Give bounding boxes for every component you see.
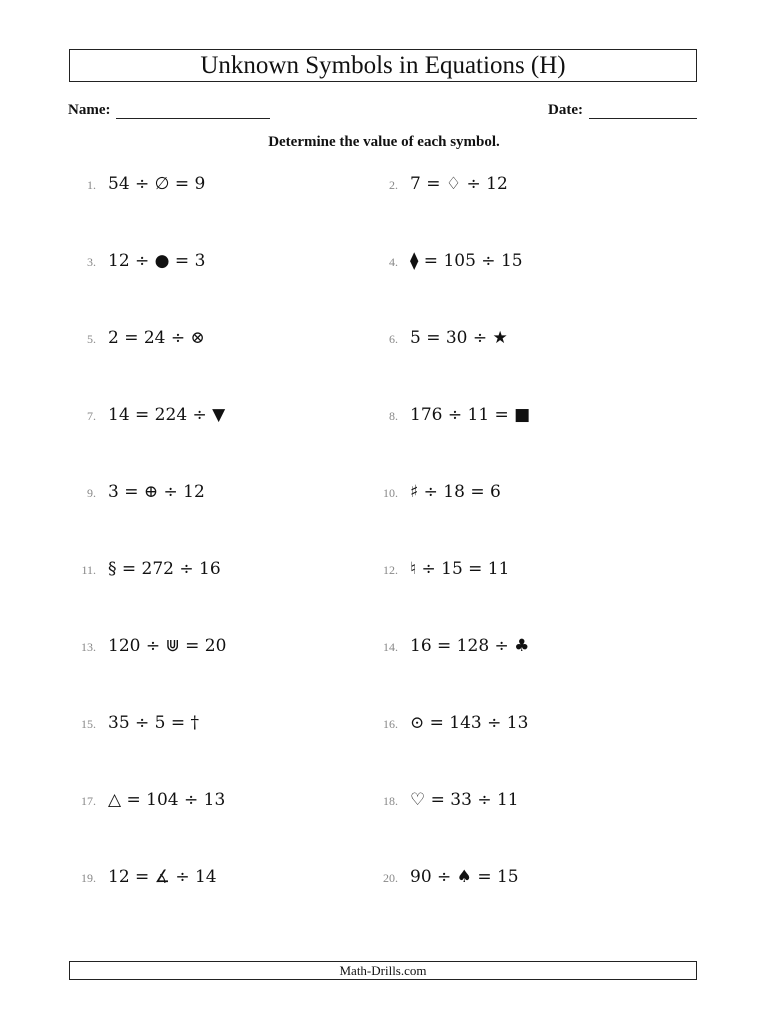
problem-item	[56, 328, 205, 352]
problem-item	[56, 251, 205, 275]
problem-item	[358, 636, 529, 660]
problem-number: 13.	[81, 640, 96, 654]
problem-equation: △ = 104 ÷ 13	[108, 790, 226, 810]
date-label: Date:	[548, 102, 583, 118]
name-blank-line[interactable]	[116, 96, 270, 119]
problem-item	[358, 251, 523, 275]
problem-item	[358, 405, 530, 429]
problem-number: 16.	[383, 717, 398, 731]
problem-number: 3.	[87, 255, 96, 269]
problem-item	[358, 790, 519, 814]
problem-item	[358, 174, 508, 198]
problem-number: 14.	[383, 640, 398, 654]
problem-number: 17.	[81, 794, 96, 808]
problem-item	[56, 867, 217, 891]
problem-item	[56, 174, 205, 198]
problem-equation: 35 ÷ 5 = †	[108, 713, 200, 733]
problem-equation: ♮ ÷ 15 = 11	[410, 559, 510, 579]
problem-number: 1.	[87, 178, 96, 192]
problem-item	[56, 636, 226, 660]
problem-number: 7.	[87, 409, 96, 423]
problem-equation: ♡ = 33 ÷ 11	[410, 790, 519, 810]
problem-equation: 3 = ⊕ ÷ 12	[108, 482, 205, 502]
problem-equation: 12 ÷ ● = 3	[108, 251, 206, 271]
problem-number: 18.	[383, 794, 398, 808]
name-field	[68, 96, 270, 119]
problem-equation: 7 = ♢ ÷ 12	[410, 174, 508, 194]
problem-item	[56, 405, 225, 429]
problem-number: 4.	[389, 255, 398, 269]
problem-equation: 5 = 30 ÷ ★	[410, 328, 508, 348]
problem-item	[358, 867, 519, 891]
problem-number: 5.	[87, 332, 96, 346]
date-blank-line[interactable]	[589, 96, 697, 119]
problem-item	[358, 328, 508, 352]
worksheet-title: Unknown Symbols in Equations (H)	[69, 49, 697, 82]
problem-number: 8.	[389, 409, 398, 423]
problem-equation: § = 272 ÷ 16	[108, 559, 221, 579]
problem-number: 6.	[389, 332, 398, 346]
problem-equation: 90 ÷ ♠ = 15	[410, 867, 519, 887]
problem-number: 10.	[383, 486, 398, 500]
problem-equation: 54 ÷ ∅ = 9	[108, 174, 206, 194]
problem-equation: 2 = 24 ÷ ⊗	[108, 328, 205, 348]
footer: Math-Drills.com	[69, 961, 697, 980]
problem-number: 20.	[383, 871, 398, 885]
problem-equation: ⧫ = 105 ÷ 15	[410, 251, 523, 271]
problem-equation: 14 = 224 ÷ ▼	[108, 405, 226, 425]
name-label: Name:	[68, 102, 111, 118]
problem-item	[56, 713, 199, 737]
problem-number: 11.	[81, 563, 96, 577]
problem-number: 2.	[389, 178, 398, 192]
problem-number: 15.	[81, 717, 96, 731]
problem-equation: 176 ÷ 11 = ■	[410, 405, 531, 425]
problem-item	[358, 559, 509, 583]
problem-equation: ♯ ÷ 18 = 6	[410, 482, 501, 502]
instructions: Determine the value of each symbol.	[268, 134, 500, 150]
problem-item	[56, 790, 225, 814]
problem-equation: 12 = ∡ ÷ 14	[108, 867, 217, 887]
problem-number: 9.	[87, 486, 96, 500]
problem-number: 19.	[81, 871, 96, 885]
problem-item	[56, 559, 221, 583]
problem-equation: 16 = 128 ÷ ♣	[410, 636, 530, 656]
problem-item	[56, 482, 205, 506]
problem-equation: ⊙ = 143 ÷ 13	[410, 713, 529, 733]
problem-number: 12.	[383, 563, 398, 577]
problem-item	[358, 482, 501, 506]
problem-equation: 120 ÷ ⋓ = 20	[108, 636, 227, 656]
date-field	[548, 96, 697, 119]
problem-item	[358, 713, 528, 737]
